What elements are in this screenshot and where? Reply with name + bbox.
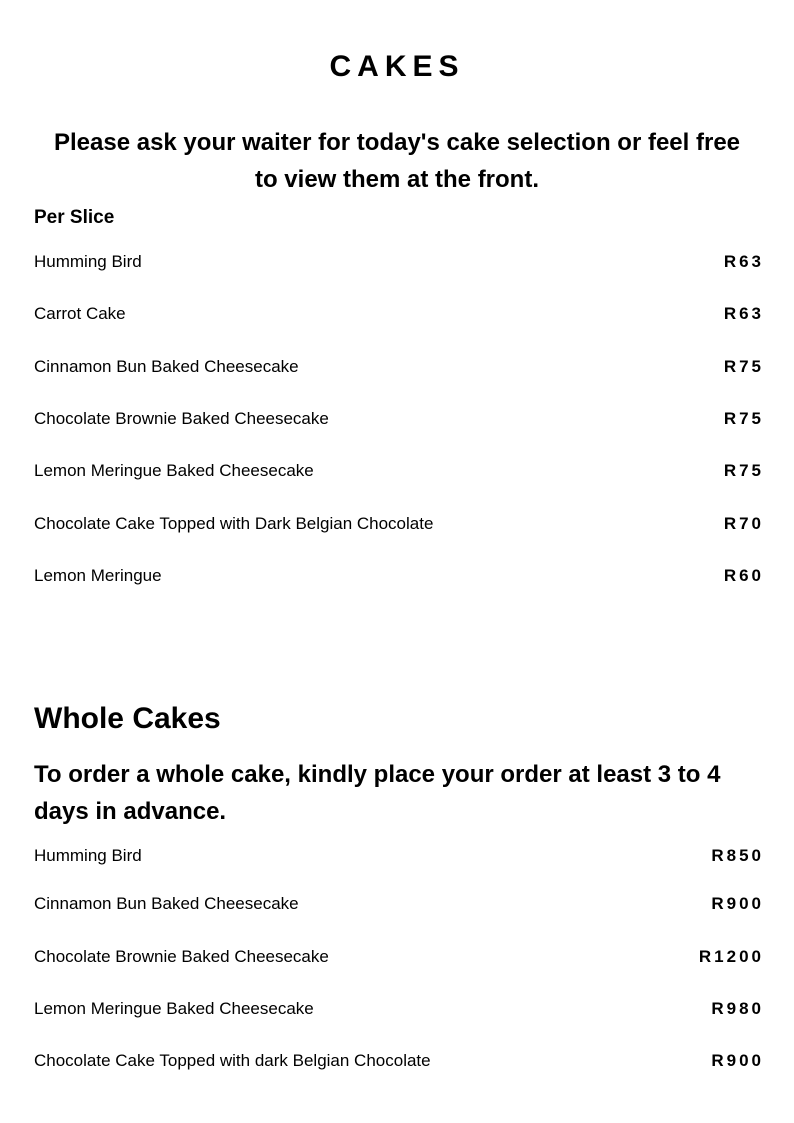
per-slice-item [34,249,764,275]
item-name: Chocolate Cake Topped with Dark Belgian Chocolate [34,514,434,533]
whole-cake-item [34,1048,764,1074]
whole-cake-item [34,996,764,1022]
per-slice-item [34,354,764,380]
item-name: Chocolate Cake Topped with dark Belgian Chocolate [34,1051,431,1070]
item-name: Chocolate Brownie Baked Cheesecake [34,947,329,966]
per-slice-item [34,458,764,484]
item-price: R1200 [698,947,764,966]
whole-cake-item [34,843,764,869]
per-slice-item [34,511,764,537]
item-price: R75 [723,461,764,480]
item-price: R60 [723,566,764,585]
item-price: R63 [723,252,764,271]
whole-cake-item [34,891,764,917]
item-name: Lemon Meringue Baked Cheesecake [34,999,314,1018]
page-title: CAKES [329,50,465,83]
item-price: R900 [711,1051,764,1070]
item-price: R70 [723,514,764,533]
per-slice-item [34,563,764,589]
per-slice-item [34,301,764,327]
item-name: Lemon Meringue Baked Cheesecake [34,461,314,480]
item-name: Cinnamon Bun Baked Cheesecake [34,357,299,376]
intro-text: Please ask your waiter for today's cake selection or feel free to view them at the front. [53,129,741,193]
per-slice-item [34,406,764,432]
item-name: Chocolate Brownie Baked Cheesecake [34,409,329,428]
whole-cake-item [34,944,764,970]
item-price: R850 [711,846,764,865]
item-name: Humming Bird [34,846,142,865]
item-price: R980 [711,999,764,1018]
per-slice-label: Per Slice [34,207,115,228]
item-name: Humming Bird [34,252,142,271]
whole-cakes-heading: Whole Cakes [34,702,221,735]
item-price: R75 [723,357,764,376]
item-name: Carrot Cake [34,304,126,323]
whole-cakes-note: To order a whole cake, kindly place your order at least 3 to 4 days in advance. [34,761,721,825]
item-name: Cinnamon Bun Baked Cheesecake [34,894,299,913]
item-name: Lemon Meringue [34,566,162,585]
item-price: R63 [723,304,764,323]
item-price: R900 [711,894,764,913]
item-price: R75 [723,409,764,428]
